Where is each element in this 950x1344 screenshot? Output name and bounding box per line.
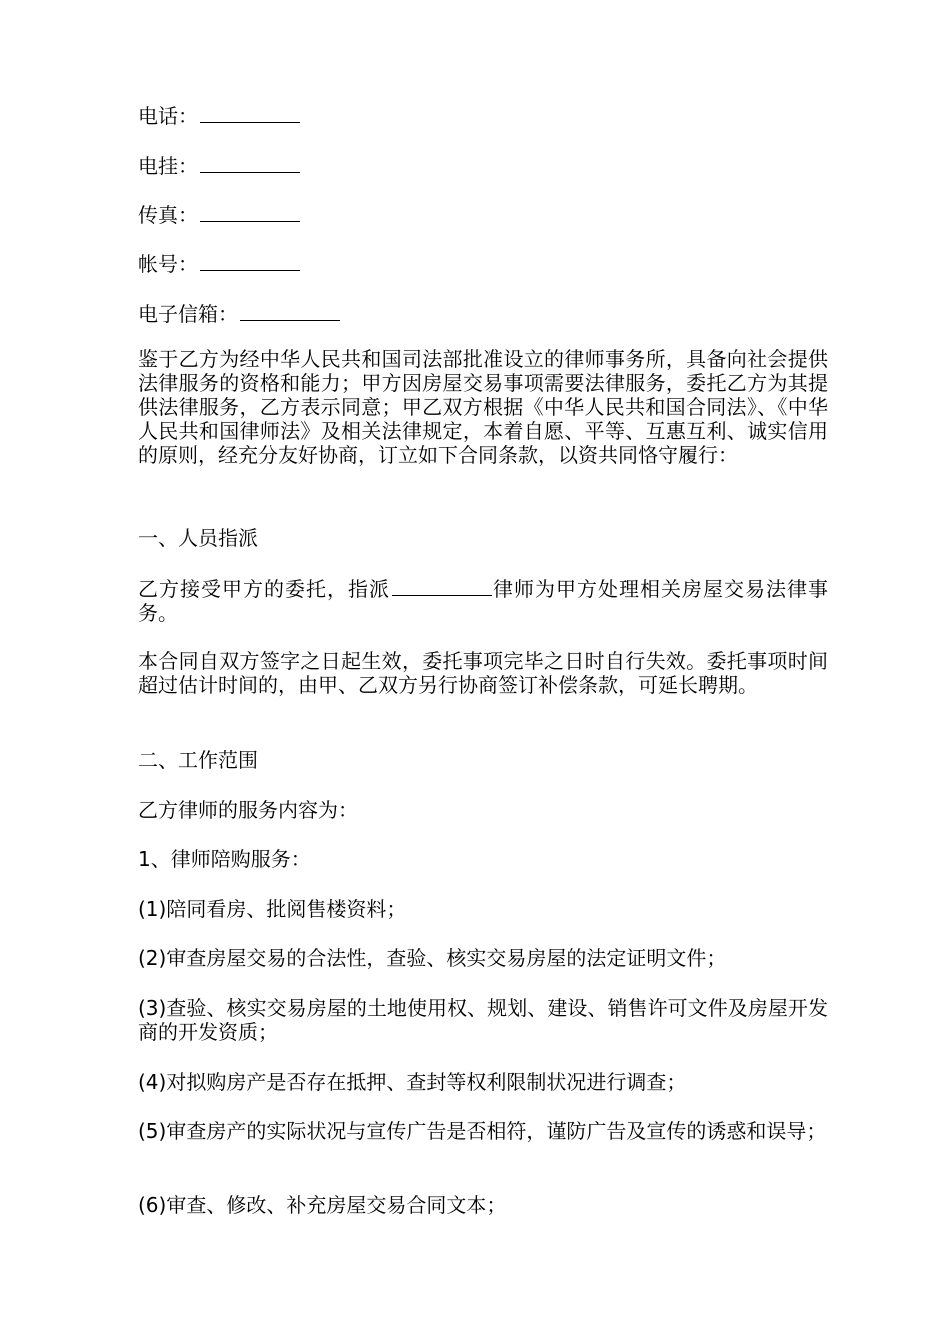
fax-blank	[200, 201, 300, 222]
account-field	[138, 250, 300, 276]
phone-field	[138, 102, 300, 128]
service-item: (1)陪同看房、批阅售楼资料；	[138, 897, 407, 921]
service-item: (4)对拟购房产是否存在抵押、查封等权利限制状况进行调查；	[138, 1070, 687, 1094]
email-field	[138, 300, 340, 326]
assignment-text-after: 律师为甲方处理相关房屋交易法律事务。	[138, 577, 828, 625]
service-item: (6)审查、修改、补充房屋交易合同文本；	[138, 1193, 507, 1217]
services-subtitle: 1、律师陪购服务：	[138, 847, 311, 871]
phone-blank	[200, 102, 300, 123]
service-item: (3)查验、核实交易房屋的土地使用权、规划、建设、销售许可文件及房屋开发商的开发资质；	[138, 996, 828, 1044]
fax-field	[138, 201, 300, 227]
services-intro: 乙方律师的服务内容为：	[138, 798, 358, 822]
account-blank	[200, 250, 300, 271]
section1-title: 一、人员指派	[138, 526, 258, 550]
assignment-text-before: 乙方接受甲方的委托，指派	[138, 577, 390, 601]
telegraph-blank	[200, 152, 300, 173]
service-item: (5)审查房产的实际状况与宣传广告是否相符，谨防广告及宣传的诱惑和误导；	[138, 1119, 827, 1143]
term-paragraph: 本合同自双方签字之日起生效，委托事项完毕之日时自行失效。委托事项时间超过估计时间的，由甲、乙双方另行协商签订补偿条款，可延长聘期。	[138, 649, 828, 697]
service-item: (2)审查房屋交易的合法性，查验、核实交易房屋的法定证明文件；	[138, 946, 727, 970]
preamble-paragraph: 鉴于乙方为经中华人民共和国司法部批准设立的律师事务所，具备向社会提供法律服务的资格和能力；甲方因房屋交易事项需要法律服务，委托乙方为其提供法律服务，乙方表示同意；甲乙双方根据《中华人民共和国合同法》、《中华人民共和国律师法》及相关法律规定，本着自愿、平等、互惠互利、诚实信用的原则，经充分友好协商，订立如下合同条款，以资共同恪守履行：	[138, 347, 828, 467]
account-label: 帐号：	[138, 252, 198, 276]
phone-label: 电话：	[138, 104, 198, 128]
fax-label: 传真：	[138, 203, 198, 227]
email-label: 电子信箱：	[138, 302, 238, 326]
lawyer-name-blank	[392, 575, 492, 596]
telegraph-label: 电挂：	[138, 154, 198, 178]
assignment-paragraph	[138, 575, 828, 625]
section2-title: 二、工作范围	[138, 748, 258, 772]
telegraph-field	[138, 152, 300, 178]
email-blank	[240, 300, 340, 321]
